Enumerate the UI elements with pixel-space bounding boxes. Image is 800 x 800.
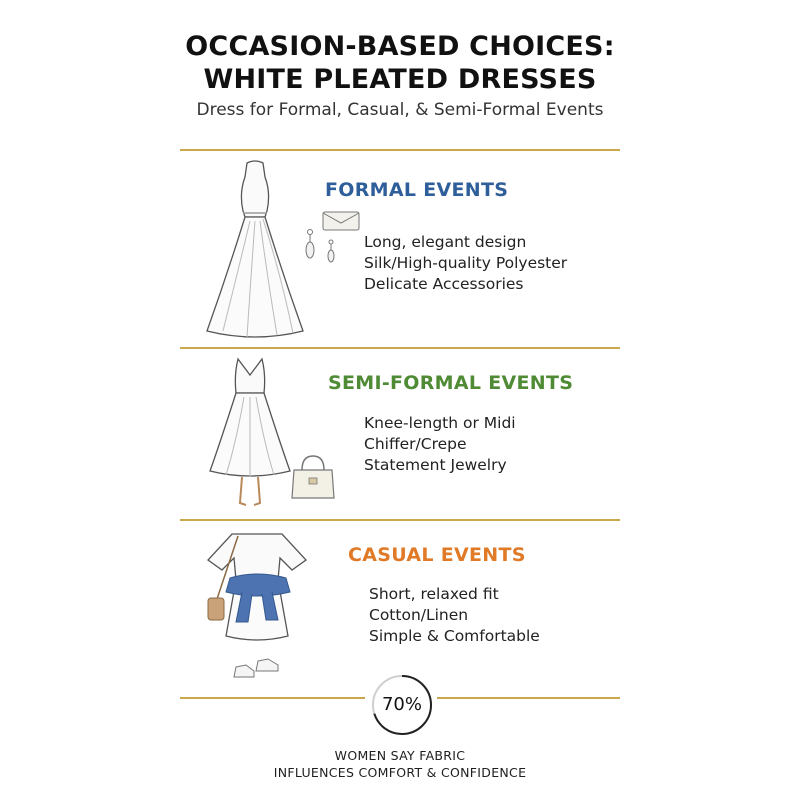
section-title-semi-formal: SEMI-FORMAL EVENTS	[328, 372, 574, 394]
feature-item: Knee-length or Midi	[364, 414, 516, 432]
divider-formal	[180, 347, 620, 349]
feature-item: Short, relaxed fit	[369, 585, 499, 603]
feature-item: Simple & Comfortable	[369, 627, 540, 645]
formal-gown-icon	[195, 155, 315, 345]
feature-list-formal	[364, 232, 567, 295]
stat-caption	[0, 747, 800, 781]
page-subtitle: Dress for Formal, Casual, & Semi-Formal Events	[196, 100, 604, 120]
midi-dress-icon	[200, 353, 300, 513]
stat-caption-line-2: INFLUENCES COMFORT & CONFIDENCE	[273, 765, 527, 780]
title-line-2: WHITE PLEATED DRESSES	[203, 64, 597, 95]
stat-value: 70%	[381, 694, 422, 715]
section-title-formal: FORMAL EVENTS	[325, 179, 509, 201]
feature-item: Silk/High-quality Polyester	[364, 254, 568, 272]
handbag-icon	[288, 452, 338, 502]
divider-semi-formal	[180, 519, 620, 521]
stat-caption-line-1: WOMEN SAY FABRIC	[334, 748, 466, 763]
divider-bottom-right	[437, 697, 620, 699]
casual-dress-icon	[202, 530, 312, 650]
section-title-casual: CASUAL EVENTS	[348, 544, 526, 566]
feature-item: Delicate Accessories	[364, 275, 524, 293]
page-title	[0, 30, 800, 96]
feature-item: Cotton/Linen	[369, 606, 469, 624]
feature-item: Long, elegant design	[364, 233, 527, 251]
feature-item: Statement Jewelry	[364, 456, 507, 474]
feature-item: Chiffer/Crepe	[364, 435, 467, 453]
sneakers-icon	[232, 657, 282, 687]
earrings-icon	[302, 228, 342, 268]
divider-bottom-left	[180, 697, 365, 699]
divider-top	[180, 149, 620, 151]
title-line-1: OCCASION-BASED CHOICES:	[185, 31, 615, 62]
feature-list-casual	[369, 584, 540, 647]
feature-list-semi-formal	[364, 413, 516, 476]
